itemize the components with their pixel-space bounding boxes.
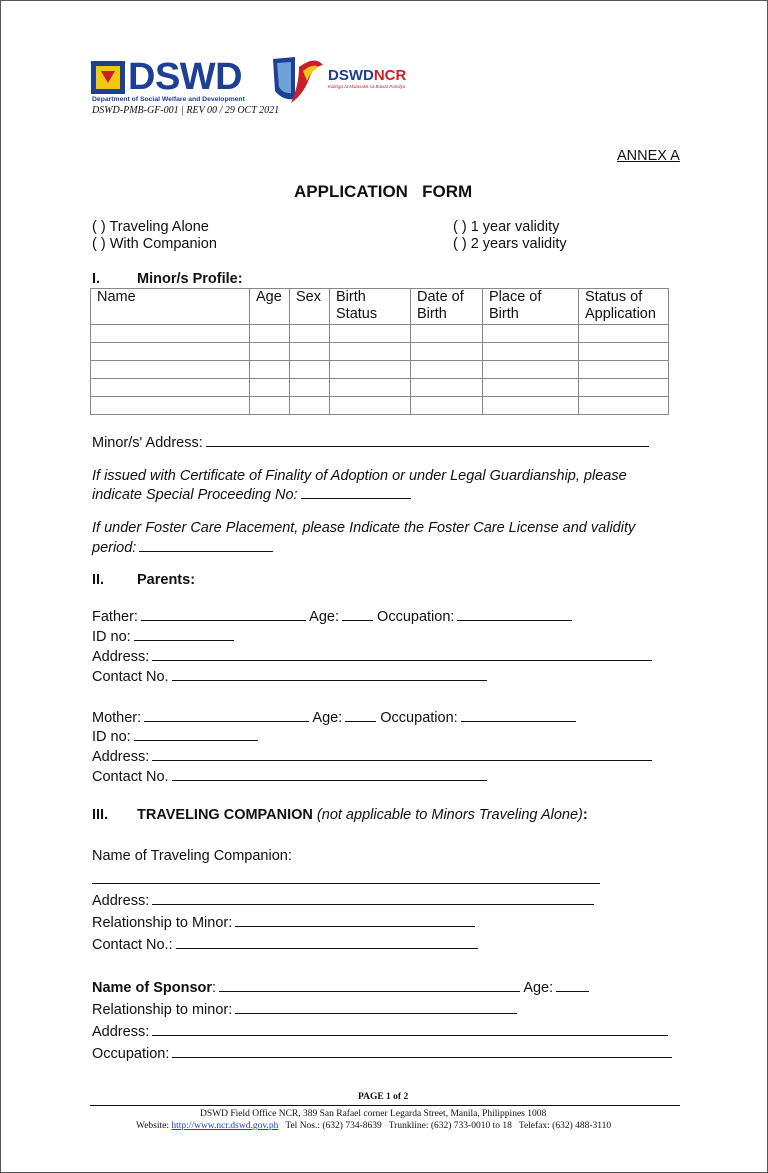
ncr-emblem-icon	[269, 55, 327, 105]
table-row[interactable]	[91, 379, 669, 397]
document-code: DSWD-PMB-GF-001 | REV 00 / 29 OCT 2021	[92, 105, 280, 116]
companion-address-input[interactable]	[152, 891, 594, 905]
mother-contact-row: Contact No.	[92, 767, 487, 786]
column-header: Age	[250, 289, 290, 325]
footer-contact-line: Website: http://www.ncr.dswd.gov.ph Tel Nos.: (632) 734-8639 Trunkline: (632) 733-0010 to 18 Telefax: (632) 488-3110	[136, 1121, 612, 1131]
section-2-number: II.	[92, 572, 105, 588]
companion-name-input[interactable]	[92, 883, 600, 884]
companion-relationship-row: Relationship to Minor:	[92, 913, 475, 932]
table-row[interactable]	[91, 325, 669, 343]
sponsor-occupation-input[interactable]	[172, 1044, 672, 1058]
minor-address-field	[92, 433, 649, 452]
section-3-number: III.	[92, 807, 109, 823]
adoption-instruction-line-2: indicate Special Proceeding No:	[92, 485, 411, 504]
mother-address-input[interactable]	[152, 747, 652, 761]
footer-office-address: DSWD Field Office NCR, 389 San Rafael corner Legarda Street, Manila, Philippines 1008	[200, 1109, 547, 1119]
sponsor-address-input[interactable]	[152, 1022, 668, 1036]
ncr-tagline: Kalinga at Malasakit sa Bawat Pamilya	[328, 84, 406, 89]
dswd-logo-text: DSWD	[128, 56, 243, 98]
page-number: PAGE 1 of 2	[358, 1092, 409, 1102]
table-row[interactable]	[91, 343, 669, 361]
sponsor-relationship-row: Relationship to minor:	[92, 1000, 517, 1019]
annex-label: ANNEX A	[617, 148, 680, 164]
ncr-logo-text: DSWDNCR	[328, 67, 407, 84]
table-row[interactable]	[91, 397, 669, 415]
companion-name-label: Name of Traveling Companion:	[92, 848, 292, 864]
option-1-year-validity[interactable]: ( ) 1 year validity	[453, 219, 560, 235]
minor-address-label: Minor/s' Address:	[92, 435, 203, 451]
companion-contact-row: Contact No.:	[92, 935, 478, 954]
father-id-row: ID no:	[92, 627, 234, 646]
website-link[interactable]: http://www.ncr.dswd.gov.ph	[171, 1121, 279, 1131]
father-occupation-input[interactable]	[457, 607, 572, 621]
section-1-number: I.	[92, 271, 101, 287]
foster-instruction-line-1: If under Foster Care Placement, please Indicate the Foster Care License and validity	[92, 520, 636, 536]
adoption-instruction-line-1: If issued with Certificate of Finality of Adoption or under Legal Guardianship, please	[92, 468, 627, 484]
dswd-subtitle: Department of Social Welfare and Development	[92, 96, 245, 103]
table-header-row	[91, 289, 669, 325]
section-1-title: Minor/s Profile:	[137, 271, 243, 287]
column-header: Name	[91, 289, 250, 325]
sponsor-address-row: Address:	[92, 1022, 668, 1041]
mother-id-row: ID no:	[92, 727, 258, 746]
form-title: APPLICATION FORM	[294, 182, 473, 201]
father-id-input[interactable]	[134, 627, 234, 641]
dswd-logo-icon	[91, 61, 125, 94]
father-address-input[interactable]	[152, 647, 652, 661]
column-header: Birth Status	[330, 289, 411, 325]
father-contact-input[interactable]	[172, 667, 487, 681]
minor-address-input[interactable]	[206, 433, 649, 447]
foster-license-input[interactable]	[139, 538, 273, 552]
special-proceeding-input[interactable]	[301, 485, 411, 499]
column-header: Sex	[290, 289, 330, 325]
column-header: Date of Birth	[411, 289, 483, 325]
father-age-input[interactable]	[342, 607, 373, 621]
option-2-years-validity[interactable]: ( ) 2 years validity	[453, 236, 567, 252]
section-3-title: TRAVELING COMPANION (not applicable to Minors Traveling Alone):	[137, 807, 588, 823]
sponsor-name-input[interactable]	[219, 978, 520, 992]
table-row[interactable]	[91, 361, 669, 379]
foster-instruction-line-2: period:	[92, 538, 273, 557]
option-traveling-alone[interactable]: ( ) Traveling Alone	[92, 219, 209, 235]
companion-relationship-input[interactable]	[235, 913, 475, 927]
father-name-input[interactable]	[141, 607, 306, 621]
mother-row: Mother: Age: Occupation:	[92, 708, 576, 727]
sponsor-age-input[interactable]	[556, 978, 589, 992]
column-header: Place of Birth	[483, 289, 579, 325]
father-contact-row: Contact No.	[92, 667, 487, 686]
mother-contact-input[interactable]	[172, 767, 487, 781]
footer-divider	[90, 1105, 680, 1106]
mother-name-input[interactable]	[144, 708, 309, 722]
mother-age-input[interactable]	[345, 708, 376, 722]
option-with-companion[interactable]: ( ) With Companion	[92, 236, 217, 252]
mother-address-row: Address:	[92, 747, 652, 766]
sponsor-occupation-row: Occupation:	[92, 1044, 672, 1063]
companion-contact-input[interactable]	[176, 935, 478, 949]
mother-occupation-input[interactable]	[461, 708, 576, 722]
minor-profile-table	[90, 288, 669, 415]
sponsor-name-row: Name of Sponsor: Age:	[92, 978, 589, 997]
column-header: Status of Application	[579, 289, 669, 325]
sponsor-relationship-input[interactable]	[235, 1000, 517, 1014]
companion-address-row: Address:	[92, 891, 594, 910]
father-address-row: Address:	[92, 647, 652, 666]
mother-id-input[interactable]	[134, 727, 258, 741]
section-2-title: Parents:	[137, 572, 196, 588]
father-row: Father: Age: Occupation:	[92, 607, 572, 626]
